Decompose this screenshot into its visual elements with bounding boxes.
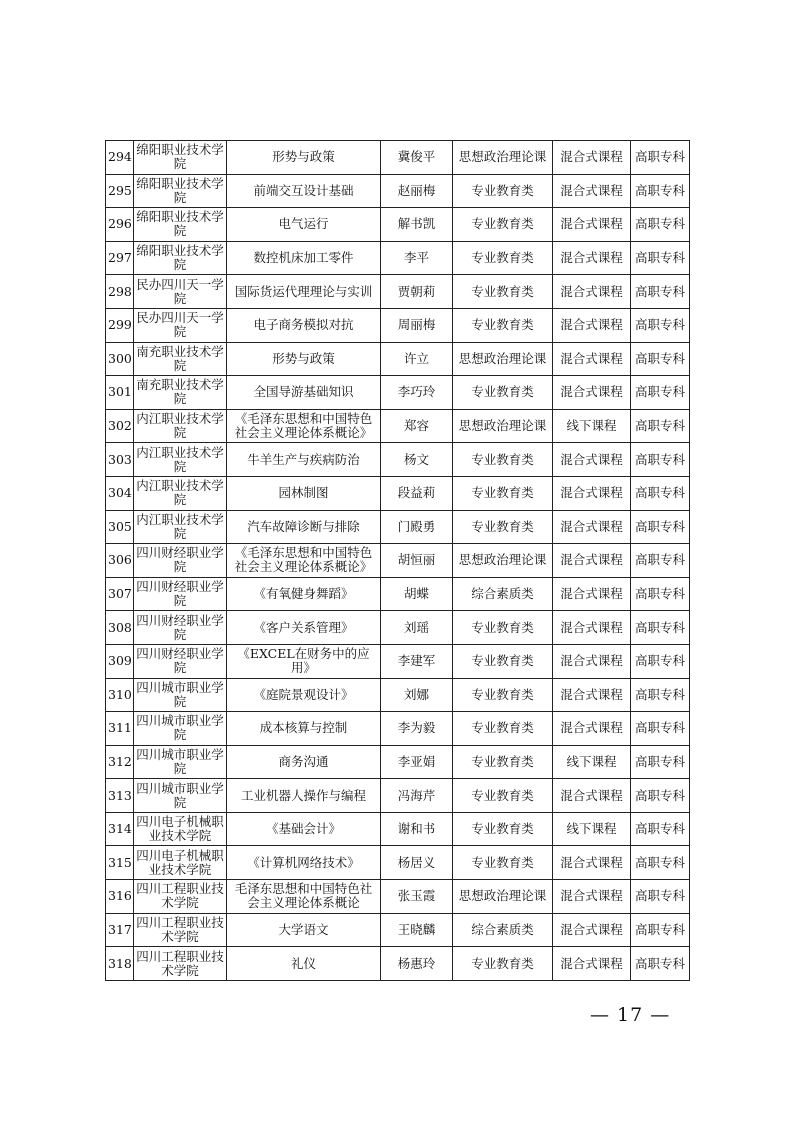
table-row bbox=[106, 644, 690, 678]
course-name-cell: 园林制图 bbox=[227, 476, 381, 510]
education-level-cell: 高职专科 bbox=[631, 476, 690, 510]
school-cell: 四川财经职业学院 bbox=[134, 611, 227, 645]
course-category-cell: 专业教育类 bbox=[453, 611, 553, 645]
table-row bbox=[106, 544, 690, 578]
education-level-cell: 高职专科 bbox=[631, 678, 690, 712]
table-row bbox=[106, 510, 690, 544]
teacher-cell: 刘娜 bbox=[381, 678, 453, 712]
course-category-cell: 专业教育类 bbox=[453, 476, 553, 510]
course-type-cell: 混合式课程 bbox=[553, 476, 631, 510]
school-cell: 四川城市职业学院 bbox=[134, 678, 227, 712]
course-category-cell: 思想政治理论课 bbox=[453, 342, 553, 376]
education-level-cell: 高职专科 bbox=[631, 611, 690, 645]
course-name-cell: 《客户关系管理》 bbox=[227, 611, 381, 645]
course-name-cell: 《EXCEL在财务中的应用》 bbox=[227, 644, 381, 678]
teacher-cell: 王晓麟 bbox=[381, 913, 453, 947]
course-type-cell: 混合式课程 bbox=[553, 913, 631, 947]
school-cell: 内江职业技术学院 bbox=[134, 409, 227, 443]
course-category-cell: 综合素质类 bbox=[453, 913, 553, 947]
teacher-cell: 杨文 bbox=[381, 443, 453, 477]
course-type-cell: 线下课程 bbox=[553, 745, 631, 779]
school-cell: 四川城市职业学院 bbox=[134, 712, 227, 746]
education-level-cell: 高职专科 bbox=[631, 947, 690, 981]
course-type-cell: 混合式课程 bbox=[553, 141, 631, 175]
table-row bbox=[106, 611, 690, 645]
course-name-cell: 数控机床加工零件 bbox=[227, 241, 381, 275]
course-type-cell: 混合式课程 bbox=[553, 947, 631, 981]
course-category-cell: 专业教育类 bbox=[453, 308, 553, 342]
school-cell: 四川财经职业学院 bbox=[134, 644, 227, 678]
teacher-cell: 冀俊平 bbox=[381, 141, 453, 175]
school-cell: 绵阳职业技术学院 bbox=[134, 174, 227, 208]
table-row bbox=[106, 779, 690, 813]
teacher-cell: 门殿勇 bbox=[381, 510, 453, 544]
course-category-cell: 专业教育类 bbox=[453, 678, 553, 712]
school-cell: 绵阳职业技术学院 bbox=[134, 208, 227, 242]
course-category-cell: 专业教育类 bbox=[453, 846, 553, 880]
school-cell: 民办四川天一学院 bbox=[134, 275, 227, 309]
school-cell: 四川城市职业学院 bbox=[134, 779, 227, 813]
course-type-cell: 混合式课程 bbox=[553, 275, 631, 309]
course-name-cell: 前端交互设计基础 bbox=[227, 174, 381, 208]
table-row bbox=[106, 342, 690, 376]
row-number-cell: 315 bbox=[106, 846, 134, 880]
course-type-cell: 混合式课程 bbox=[553, 779, 631, 813]
course-name-cell: 《计算机网络技术》 bbox=[227, 846, 381, 880]
education-level-cell: 高职专科 bbox=[631, 544, 690, 578]
school-cell: 四川电子机械职业技术学院 bbox=[134, 812, 227, 846]
teacher-cell: 胡蝶 bbox=[381, 577, 453, 611]
course-type-cell: 混合式课程 bbox=[553, 510, 631, 544]
table-row bbox=[106, 275, 690, 309]
table-row bbox=[106, 913, 690, 947]
course-name-cell: 形势与政策 bbox=[227, 342, 381, 376]
row-number-cell: 314 bbox=[106, 812, 134, 846]
course-type-cell: 线下课程 bbox=[553, 409, 631, 443]
table-row bbox=[106, 409, 690, 443]
course-category-cell: 思想政治理论课 bbox=[453, 141, 553, 175]
course-type-cell: 混合式课程 bbox=[553, 208, 631, 242]
course-category-cell: 专业教育类 bbox=[453, 812, 553, 846]
education-level-cell: 高职专科 bbox=[631, 712, 690, 746]
education-level-cell: 高职专科 bbox=[631, 342, 690, 376]
school-cell: 四川工程职业技术学院 bbox=[134, 947, 227, 981]
course-name-cell: 国际货运代理理论与实训 bbox=[227, 275, 381, 309]
row-number-cell: 313 bbox=[106, 779, 134, 813]
school-cell: 绵阳职业技术学院 bbox=[134, 241, 227, 275]
page-number: — 17 — bbox=[590, 1004, 671, 1026]
teacher-cell: 周丽梅 bbox=[381, 308, 453, 342]
course-type-cell: 混合式课程 bbox=[553, 880, 631, 914]
row-number-cell: 308 bbox=[106, 611, 134, 645]
course-type-cell: 线下课程 bbox=[553, 812, 631, 846]
course-name-cell: 牛羊生产与疾病防治 bbox=[227, 443, 381, 477]
course-category-cell: 专业教育类 bbox=[453, 174, 553, 208]
teacher-cell: 李巧玲 bbox=[381, 376, 453, 410]
course-category-cell: 专业教育类 bbox=[453, 208, 553, 242]
course-name-cell: 大学语文 bbox=[227, 913, 381, 947]
course-name-cell: 汽车故障诊断与排除 bbox=[227, 510, 381, 544]
teacher-cell: 杨惠玲 bbox=[381, 947, 453, 981]
education-level-cell: 高职专科 bbox=[631, 745, 690, 779]
course-name-cell: 《庭院景观设计》 bbox=[227, 678, 381, 712]
education-level-cell: 高职专科 bbox=[631, 409, 690, 443]
education-level-cell: 高职专科 bbox=[631, 275, 690, 309]
course-name-cell: 商务沟通 bbox=[227, 745, 381, 779]
education-level-cell: 高职专科 bbox=[631, 644, 690, 678]
course-name-cell: 形势与政策 bbox=[227, 141, 381, 175]
teacher-cell: 胡恒丽 bbox=[381, 544, 453, 578]
school-cell: 四川电子机械职业技术学院 bbox=[134, 846, 227, 880]
row-number-cell: 305 bbox=[106, 510, 134, 544]
table-row bbox=[106, 443, 690, 477]
table-row bbox=[106, 846, 690, 880]
course-category-cell: 专业教育类 bbox=[453, 947, 553, 981]
table-row bbox=[106, 174, 690, 208]
table-body bbox=[106, 141, 690, 981]
education-level-cell: 高职专科 bbox=[631, 443, 690, 477]
teacher-cell: 谢和书 bbox=[381, 812, 453, 846]
school-cell: 内江职业技术学院 bbox=[134, 476, 227, 510]
row-number-cell: 297 bbox=[106, 241, 134, 275]
teacher-cell: 张玉霞 bbox=[381, 880, 453, 914]
course-name-cell: 《基础会计》 bbox=[227, 812, 381, 846]
row-number-cell: 295 bbox=[106, 174, 134, 208]
course-category-cell: 综合素质类 bbox=[453, 577, 553, 611]
education-level-cell: 高职专科 bbox=[631, 376, 690, 410]
education-level-cell: 高职专科 bbox=[631, 241, 690, 275]
teacher-cell: 赵丽梅 bbox=[381, 174, 453, 208]
course-category-cell: 专业教育类 bbox=[453, 510, 553, 544]
education-level-cell: 高职专科 bbox=[631, 913, 690, 947]
school-cell: 四川工程职业技术学院 bbox=[134, 913, 227, 947]
course-name-cell: 礼仪 bbox=[227, 947, 381, 981]
course-table bbox=[105, 140, 690, 981]
course-type-cell: 混合式课程 bbox=[553, 544, 631, 578]
row-number-cell: 311 bbox=[106, 712, 134, 746]
teacher-cell: 杨居义 bbox=[381, 846, 453, 880]
education-level-cell: 高职专科 bbox=[631, 880, 690, 914]
row-number-cell: 309 bbox=[106, 644, 134, 678]
course-type-cell: 混合式课程 bbox=[553, 308, 631, 342]
course-type-cell: 混合式课程 bbox=[553, 342, 631, 376]
education-level-cell: 高职专科 bbox=[631, 174, 690, 208]
course-category-cell: 专业教育类 bbox=[453, 241, 553, 275]
school-cell: 四川财经职业学院 bbox=[134, 544, 227, 578]
teacher-cell: 冯海芹 bbox=[381, 779, 453, 813]
teacher-cell: 李平 bbox=[381, 241, 453, 275]
course-name-cell: 全国导游基础知识 bbox=[227, 376, 381, 410]
course-category-cell: 专业教育类 bbox=[453, 376, 553, 410]
row-number-cell: 298 bbox=[106, 275, 134, 309]
row-number-cell: 299 bbox=[106, 308, 134, 342]
teacher-cell: 许立 bbox=[381, 342, 453, 376]
school-cell: 绵阳职业技术学院 bbox=[134, 141, 227, 175]
row-number-cell: 316 bbox=[106, 880, 134, 914]
course-name-cell: 工业机器人操作与编程 bbox=[227, 779, 381, 813]
row-number-cell: 318 bbox=[106, 947, 134, 981]
course-type-cell: 混合式课程 bbox=[553, 577, 631, 611]
course-category-cell: 专业教育类 bbox=[453, 712, 553, 746]
school-cell: 四川城市职业学院 bbox=[134, 745, 227, 779]
course-category-cell: 专业教育类 bbox=[453, 644, 553, 678]
teacher-cell: 李亚娟 bbox=[381, 745, 453, 779]
row-number-cell: 296 bbox=[106, 208, 134, 242]
row-number-cell: 307 bbox=[106, 577, 134, 611]
row-number-cell: 301 bbox=[106, 376, 134, 410]
course-name-cell: 成本核算与控制 bbox=[227, 712, 381, 746]
course-name-cell: 毛泽东思想和中国特色社会主义理论体系概论 bbox=[227, 880, 381, 914]
school-cell: 内江职业技术学院 bbox=[134, 510, 227, 544]
school-cell: 内江职业技术学院 bbox=[134, 443, 227, 477]
row-number-cell: 300 bbox=[106, 342, 134, 376]
row-number-cell: 310 bbox=[106, 678, 134, 712]
school-cell: 民办四川天一学院 bbox=[134, 308, 227, 342]
course-type-cell: 混合式课程 bbox=[553, 611, 631, 645]
education-level-cell: 高职专科 bbox=[631, 510, 690, 544]
course-name-cell: 电子商务模拟对抗 bbox=[227, 308, 381, 342]
row-number-cell: 304 bbox=[106, 476, 134, 510]
course-type-cell: 混合式课程 bbox=[553, 376, 631, 410]
table-row bbox=[106, 947, 690, 981]
education-level-cell: 高职专科 bbox=[631, 779, 690, 813]
course-category-cell: 思想政治理论课 bbox=[453, 409, 553, 443]
table-row bbox=[106, 880, 690, 914]
course-category-cell: 思想政治理论课 bbox=[453, 880, 553, 914]
education-level-cell: 高职专科 bbox=[631, 846, 690, 880]
course-type-cell: 混合式课程 bbox=[553, 846, 631, 880]
course-category-cell: 专业教育类 bbox=[453, 443, 553, 477]
table-row bbox=[106, 712, 690, 746]
row-number-cell: 302 bbox=[106, 409, 134, 443]
course-type-cell: 混合式课程 bbox=[553, 644, 631, 678]
course-category-cell: 专业教育类 bbox=[453, 779, 553, 813]
education-level-cell: 高职专科 bbox=[631, 812, 690, 846]
table-row bbox=[106, 812, 690, 846]
teacher-cell: 刘瑶 bbox=[381, 611, 453, 645]
table-row bbox=[106, 476, 690, 510]
row-number-cell: 294 bbox=[106, 141, 134, 175]
teacher-cell: 贾朝莉 bbox=[381, 275, 453, 309]
school-cell: 四川财经职业学院 bbox=[134, 577, 227, 611]
teacher-cell: 段益莉 bbox=[381, 476, 453, 510]
course-category-cell: 专业教育类 bbox=[453, 275, 553, 309]
row-number-cell: 303 bbox=[106, 443, 134, 477]
teacher-cell: 解书凯 bbox=[381, 208, 453, 242]
course-type-cell: 混合式课程 bbox=[553, 174, 631, 208]
course-type-cell: 混合式课程 bbox=[553, 241, 631, 275]
education-level-cell: 高职专科 bbox=[631, 141, 690, 175]
school-cell: 南充职业技术学院 bbox=[134, 376, 227, 410]
table-row bbox=[106, 376, 690, 410]
education-level-cell: 高职专科 bbox=[631, 208, 690, 242]
row-number-cell: 317 bbox=[106, 913, 134, 947]
table-row bbox=[106, 678, 690, 712]
row-number-cell: 312 bbox=[106, 745, 134, 779]
course-type-cell: 混合式课程 bbox=[553, 443, 631, 477]
table-row bbox=[106, 745, 690, 779]
education-level-cell: 高职专科 bbox=[631, 577, 690, 611]
table-row bbox=[106, 208, 690, 242]
teacher-cell: 李建军 bbox=[381, 644, 453, 678]
course-type-cell: 混合式课程 bbox=[553, 678, 631, 712]
course-name-cell: 《毛泽东思想和中国特色社会主义理论体系概论》 bbox=[227, 409, 381, 443]
course-name-cell: 《毛泽东思想和中国特色社会主义理论体系概论》 bbox=[227, 544, 381, 578]
school-cell: 四川工程职业技术学院 bbox=[134, 880, 227, 914]
course-type-cell: 混合式课程 bbox=[553, 712, 631, 746]
table-row bbox=[106, 241, 690, 275]
table-row bbox=[106, 141, 690, 175]
course-category-cell: 专业教育类 bbox=[453, 745, 553, 779]
course-category-cell: 思想政治理论课 bbox=[453, 544, 553, 578]
school-cell: 南充职业技术学院 bbox=[134, 342, 227, 376]
table-row bbox=[106, 308, 690, 342]
course-name-cell: 电气运行 bbox=[227, 208, 381, 242]
course-name-cell: 《有氧健身舞蹈》 bbox=[227, 577, 381, 611]
teacher-cell: 李为毅 bbox=[381, 712, 453, 746]
row-number-cell: 306 bbox=[106, 544, 134, 578]
table-row bbox=[106, 577, 690, 611]
education-level-cell: 高职专科 bbox=[631, 308, 690, 342]
teacher-cell: 郑容 bbox=[381, 409, 453, 443]
